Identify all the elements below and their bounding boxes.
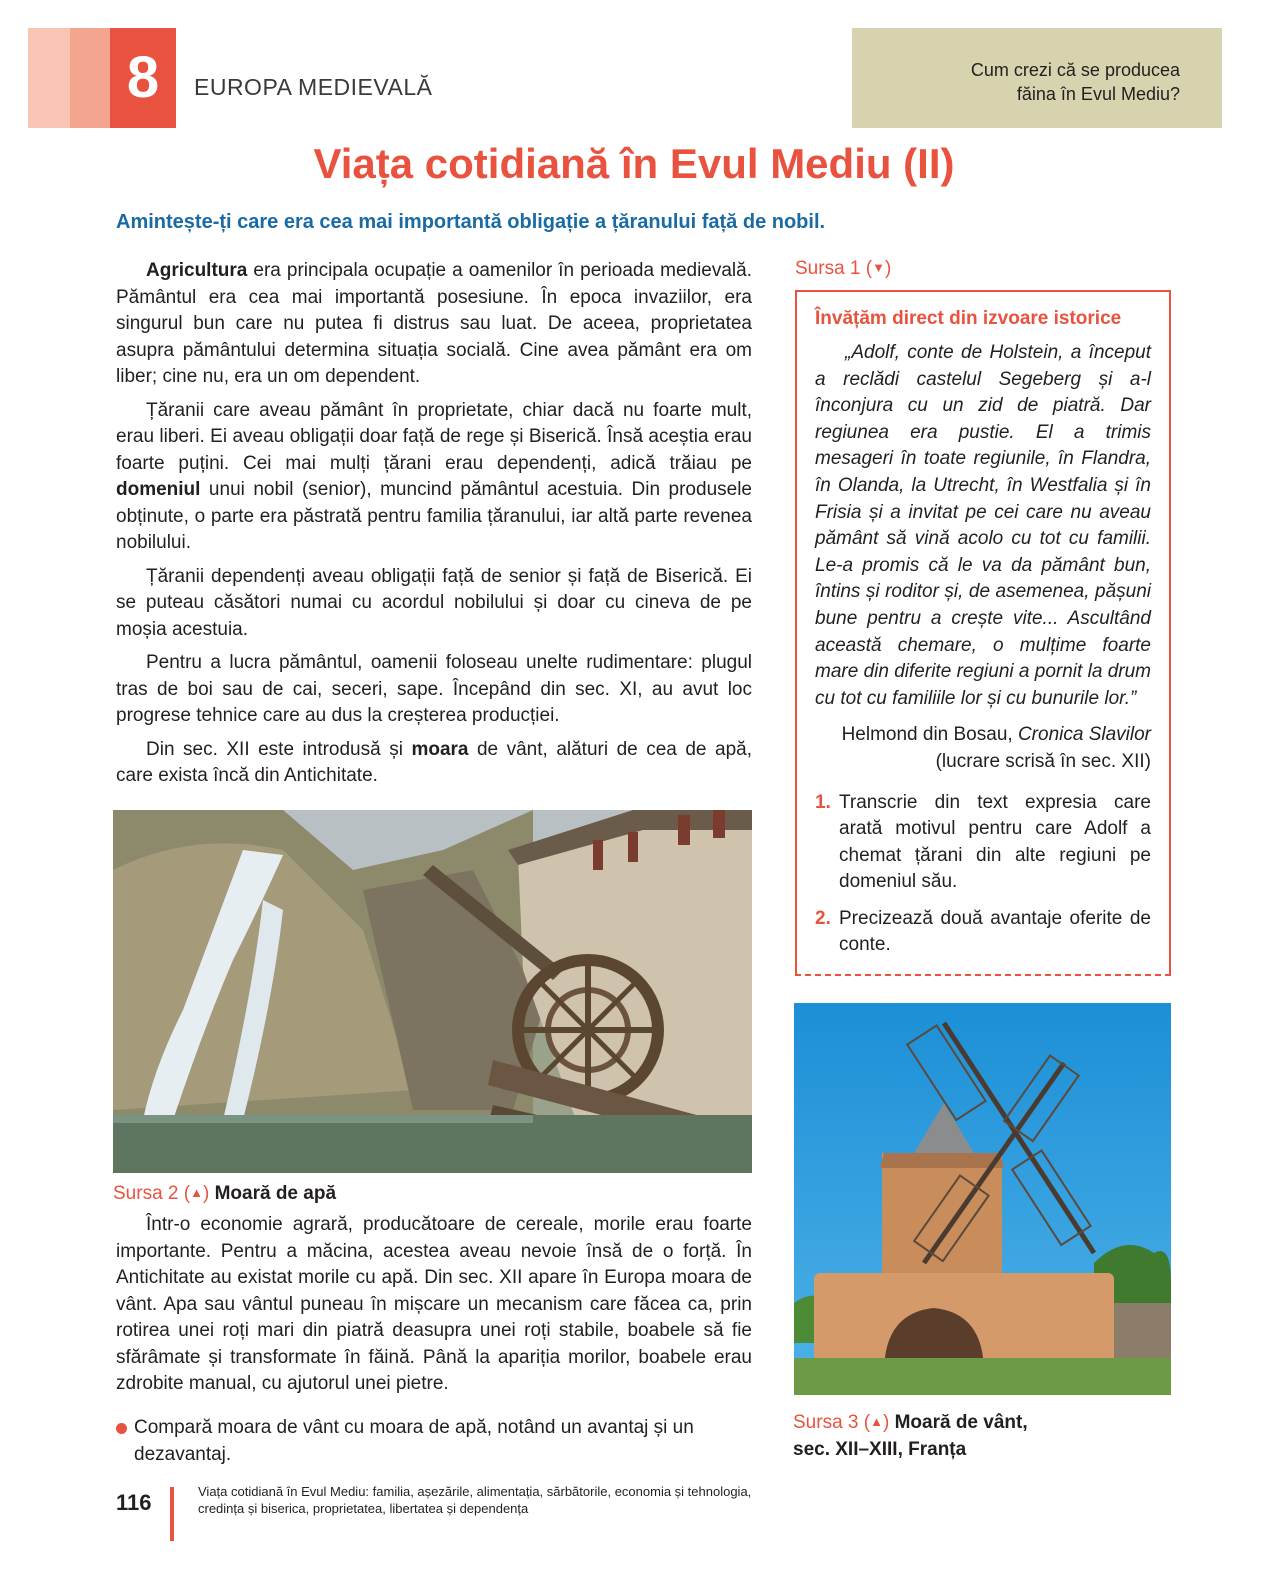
page-number: 116 [116,1490,152,1515]
compare-task [116,1414,752,1468]
term-moara: moara [411,738,469,760]
source3-caption-line1 [793,1408,1028,1436]
main-text [116,258,752,797]
source3-caption [793,1408,1028,1463]
question-number: 2. [815,907,831,929]
source3-caption-line2 [793,1436,1028,1463]
source2-paren: ) [202,1183,215,1204]
footer-topics: Viața cotidiană în Evul Mediu: familia, așezările, alimentația, sărbătorile, economia și tehnologia, credința și biserica, proprietatea, libertatea și dependența [198,1484,752,1516]
chapter-tab-mid [70,28,110,128]
bullet-dot-icon [116,1423,127,1434]
paragraph-text: unui nobil (senior), muncind pământul acestuia. Din produsele obținute, o parte era păstrată pentru familia țăranului, iar altă parte revenea nobilului. [116,479,752,553]
lesson-title: Viața cotidiană în Evul Mediu (II) [313,140,955,187]
paragraph-text: de vânt, alături de cea de apă, care exista încă din Antichitate. [116,738,752,786]
opening-question-line1: Cum crezi că se producea [970,60,1180,80]
paragraph-mills-economy: Într-o economie agrară, producătoare de cereale, morile erau foarte importante. Pentru a măcina, acestea aveau nevoie însă de o forță. În Antichitate au existat morile cu apă. Din sec. XII apare în Europa moara de vânt. Apa sau vântul puneau în mișcare un mecanism care făcea ca, prin rotirea unei roți mari din piatră deasupra unei roți stabile, boabele să fie sfărâmate și transformate în făină. Până la apariția morilor, boabele erau zdrobite manual, cu ajutorul unei pietre. [116,1214,752,1394]
paragraph-text: Țăranii care aveau pământ în proprietate, chiar dacă nu foarte mult, erau liberi. Ei aveau obligații doar față de rege și Biserică. Însă aceștia erau foarte puțini. Cei mai mulți țărani erau dependenți, adică trăiau pe [116,399,752,474]
source2-paren: ( [178,1183,191,1204]
source2-title: Moară de apă [214,1183,337,1204]
paragraph-tools: Pentru a lucra pământul, oamenii foloseau unelte rudimentare: plugul tras de boi sau de cai, seceri, sape. Începând din sec. XI, au avut loc progrese tehnice care au dus la creșterea producției. [116,652,752,726]
source3-subtitle: sec. XII–XIII, Franța [793,1439,967,1460]
source1-box-title: Învățăm direct din izvoare istorice [815,308,1122,329]
opening-question-box [852,28,1222,128]
question-item [815,906,1151,959]
paragraph-text: Din sec. XII este introdusă și [146,738,412,760]
mills-explanation [116,1212,752,1405]
chapter-title: EUROPA MEDIEVALĂ [194,74,433,100]
recall-prompt: Amintește-ți care era cea mai importantă obligație a țăranului față de nobil. [116,211,826,233]
up-triangle-icon: ▲ [190,1185,203,1200]
question-text: Precizează două avantaje oferite de conte. [839,907,1151,956]
paragraph-mills [116,737,752,790]
source3-paren: ( [858,1412,871,1433]
source1-work: Cronica Slavilor [1017,724,1151,746]
source1-questions [815,790,1151,960]
question-number: 1. [815,791,831,813]
source3-label: Sursa 3 [793,1412,859,1433]
down-triangle-icon: ▼ [872,260,885,275]
source1-label-row [795,258,891,280]
source2-caption [113,1183,336,1205]
opening-question-line2: făina în Evul Mediu? [1016,84,1180,104]
source1-attribution [815,722,1151,775]
paragraph-text: era principala ocupație a oamenilor în perioada medievală. Pământul era cea mai importantă posesiune. În epoca invaziilor, era singurul bun care nu putea fi distrus sau luat. De aceea, proprietatea asupra pământului determina situația socială. Cine avea pământ era om liber; cine nu, era un om dependent. [116,260,752,387]
question-item [815,790,1151,896]
compare-task-text: Compară moara de vânt cu moara de apă, notând un avantaj și un dezavantaj. [134,1417,694,1465]
paragraph-dependent-peasants: Țăranii dependenți aveau obligații față de senior și față de Biserică. Ei se puteau căsători numai cu acordul nobilului și doar cu cineva de pe moșia acestuia. [116,565,752,640]
source1-paren: ) [884,258,892,279]
source2-label: Sursa 2 [113,1183,179,1204]
source1-box [795,290,1171,976]
source1-work-note: (lucrare scrisă în sec. XII) [935,750,1151,772]
watermill-photo [113,810,752,1173]
source1-quote: „Adolf, conte de Holstein, a început a reclădi castelul Segeberg și a-l înconjura cu un zid de piatră. Dar regiunea era pustie. El a trimis mesageri în toate regiunile, în Flandra, în Olanda, la Utrecht, în Westfalia și în Frisia și a invitat pe cei care nu aveau pământ să vină acolo cu tot cu familii. Le-a promis că le va da pământ bun, întins și roditor și, de asemenea, pășuni bune pentru a crește vite... Ascultând această chemare, o mulțime foarte mare din diferite regiuni a pornit la drum cu tot cu familiile lor și cu bunurile lor.” [815,342,1151,709]
windmill-photo [794,1003,1171,1395]
source1-paren: ( [860,258,873,279]
question-text: Transcrie din text expresia care arată motivul pentru care Adolf a chemat țărani din alte regiuni pe domeniul său. [839,791,1151,893]
paragraph-free-peasants [116,398,752,557]
paragraph-agriculture [116,258,752,391]
source1-label: Sursa 1 [795,258,861,279]
term-domeniul: domeniul [116,479,201,500]
term-agricultura: Agricultura [146,260,248,281]
chapter-number: 8 [110,28,176,128]
source3-title: Moară de vânt, [894,1412,1028,1433]
up-triangle-icon: ▲ [870,1414,883,1429]
source3-paren: ) [882,1412,895,1433]
footer-divider [170,1487,174,1541]
source1-author: Helmond din Bosau, [841,724,1018,746]
